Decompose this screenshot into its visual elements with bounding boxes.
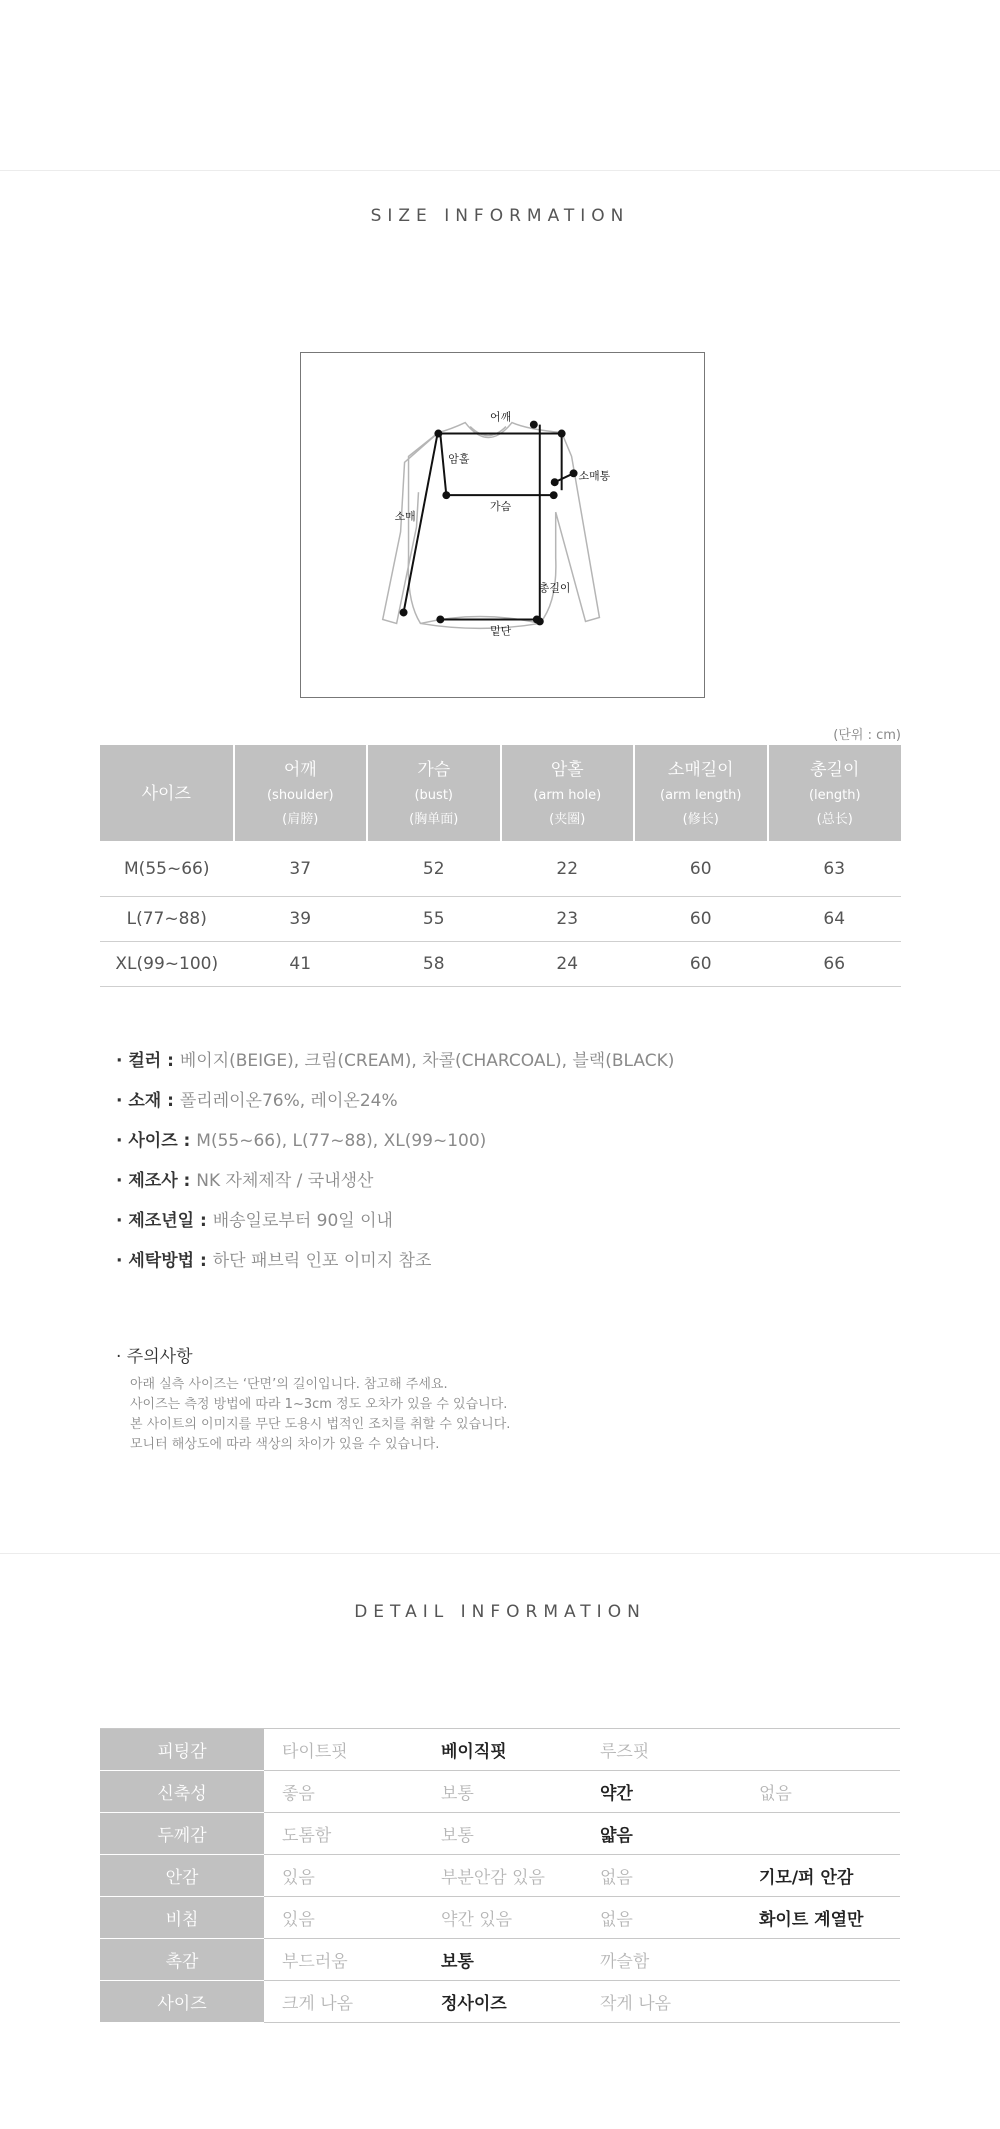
detail-option: 작게 나옴 (582, 1981, 741, 2023)
length-cell: 64 (768, 897, 902, 942)
detail-section-title: DETAIL INFORMATION (354, 1602, 646, 1622)
detail-option: 약간 (582, 1771, 741, 1813)
detail-option: 좋음 (264, 1771, 423, 1813)
header-arm-length: 소매길이 (arm length) (修长) (634, 745, 768, 841)
table-row (100, 897, 901, 942)
detail-row-label: 피팅감 (100, 1729, 264, 1771)
detail-option: 도톰함 (264, 1813, 423, 1855)
header-armhole: 암홀 (arm hole) (夹圈) (501, 745, 635, 841)
detail-row-label: 사이즈 (100, 1981, 264, 2023)
detail-option: 정사이즈 (423, 1981, 582, 2023)
bust-cell: 55 (367, 897, 501, 942)
product-info-list (116, 1046, 916, 1286)
detail-row-label: 두께감 (100, 1813, 264, 1855)
detail-option (741, 1813, 900, 1855)
info-manufacture-date: · 제조년일 : 배송일로부터 90일 이내 (116, 1211, 393, 1231)
armhole-cell: 22 (501, 841, 635, 897)
middle-divider (0, 1553, 1000, 1554)
detail-option: 보통 (423, 1813, 582, 1855)
caution-line: 사이즈는 측정 방법에 따라 1~3cm 정도 오차가 있을 수 있습니다. (130, 1397, 508, 1412)
header-bust: 가슴 (bust) (胸单面) (367, 745, 501, 841)
shoulder-cell: 39 (234, 897, 368, 942)
caution-notes (130, 1375, 830, 1455)
detail-option (741, 1981, 900, 2023)
header-length: 총길이 (length) (总长) (768, 745, 902, 841)
info-washing: · 세탁방법 : 하단 패브릭 인포 이미지 참조 (116, 1251, 432, 1271)
caution-line: 아래 실측 사이즈는 ‘단면’의 길이입니다. 참고해 주세요. (130, 1377, 448, 1392)
info-material: · 소재 : 폴리레이온76%, 레이온24% (116, 1091, 398, 1111)
detail-option: 까슬함 (582, 1939, 741, 1981)
detail-row-label: 신축성 (100, 1771, 264, 1813)
arm-length-cell: 60 (634, 897, 768, 942)
size-cell: L(77~88) (100, 897, 234, 942)
info-size: · 사이즈 : M(55~66), L(77~88), XL(99~100) (116, 1131, 487, 1151)
detail-option: 없음 (582, 1855, 741, 1897)
detail-option: 화이트 계열만 (741, 1897, 900, 1939)
label-length: 총길이 (538, 581, 571, 595)
detail-option: 부드러움 (264, 1939, 423, 1981)
detail-option: 보통 (423, 1771, 582, 1813)
label-sleeve: 소매 (394, 510, 416, 524)
detail-option: 있음 (264, 1855, 423, 1897)
detail-row-label: 안감 (100, 1855, 264, 1897)
detail-row (100, 1729, 900, 1771)
detail-row-label: 촉감 (100, 1939, 264, 1981)
detail-option: 루즈핏 (582, 1729, 741, 1771)
size-diagram (300, 352, 705, 698)
garment-diagram-svg (301, 353, 704, 697)
detail-option: 있음 (264, 1897, 423, 1939)
size-cell: M(55~66) (100, 841, 234, 897)
size-cell: XL(99~100) (100, 942, 234, 987)
detail-option: 약간 있음 (423, 1897, 582, 1939)
caution-line: 본 사이트의 이미지를 무단 도용시 법적인 조치를 취할 수 있습니다. (130, 1417, 511, 1432)
detail-option: 크게 나옴 (264, 1981, 423, 2023)
detail-option (741, 1939, 900, 1981)
detail-row (100, 1981, 900, 2023)
header-shoulder: 어깨 (shoulder) (肩膀) (234, 745, 368, 841)
detail-row-label: 비침 (100, 1897, 264, 1939)
shoulder-cell: 41 (234, 942, 368, 987)
shoulder-cell: 37 (234, 841, 368, 897)
detail-option: 베이직핏 (423, 1729, 582, 1771)
bust-cell: 58 (367, 942, 501, 987)
detail-row (100, 1897, 900, 1939)
armhole-cell: 24 (501, 942, 635, 987)
armhole-cell: 23 (501, 897, 635, 942)
header-size: 사이즈 (100, 745, 234, 841)
size-table-header (100, 745, 901, 841)
label-sleeve-width: 소매통 (578, 469, 611, 483)
detail-row (100, 1813, 900, 1855)
size-table (100, 745, 901, 987)
size-section-title: SIZE INFORMATION (370, 206, 630, 226)
detail-row (100, 1939, 900, 1981)
table-row (100, 942, 901, 987)
detail-option: 타이트핏 (264, 1729, 423, 1771)
caution-title: · 주의사항 (116, 1347, 193, 1367)
label-chest: 가슴 (490, 500, 512, 514)
detail-option: 없음 (741, 1771, 900, 1813)
detail-option: 기모/퍼 안감 (741, 1855, 900, 1897)
unit-note: (단위 : cm) (833, 728, 901, 743)
detail-option: 얇음 (582, 1813, 741, 1855)
label-shoulder: 어깨 (490, 410, 512, 424)
detail-option (741, 1729, 900, 1771)
label-hem: 밑단 (490, 624, 512, 638)
top-divider (0, 170, 1000, 171)
info-manufacturer: · 제조사 : NK 자체제작 / 국내생산 (116, 1171, 374, 1191)
length-cell: 63 (768, 841, 902, 897)
arm-length-cell: 60 (634, 841, 768, 897)
detail-table (100, 1728, 900, 2023)
detail-row (100, 1771, 900, 1813)
detail-option: 부분안감 있음 (423, 1855, 582, 1897)
detail-option: 보통 (423, 1939, 582, 1981)
caution-line: 모니터 해상도에 따라 색상의 차이가 있을 수 있습니다. (130, 1437, 440, 1452)
arm-length-cell: 60 (634, 942, 768, 987)
detail-option: 없음 (582, 1897, 741, 1939)
table-row (100, 841, 901, 897)
bust-cell: 52 (367, 841, 501, 897)
label-armhole: 암홀 (448, 452, 470, 466)
info-color: · 컬러 : 베이지(BEIGE), 크림(CREAM), 차콜(CHARCOAL), 블랙(BLACK) (116, 1051, 675, 1071)
detail-row (100, 1855, 900, 1897)
length-cell: 66 (768, 942, 902, 987)
